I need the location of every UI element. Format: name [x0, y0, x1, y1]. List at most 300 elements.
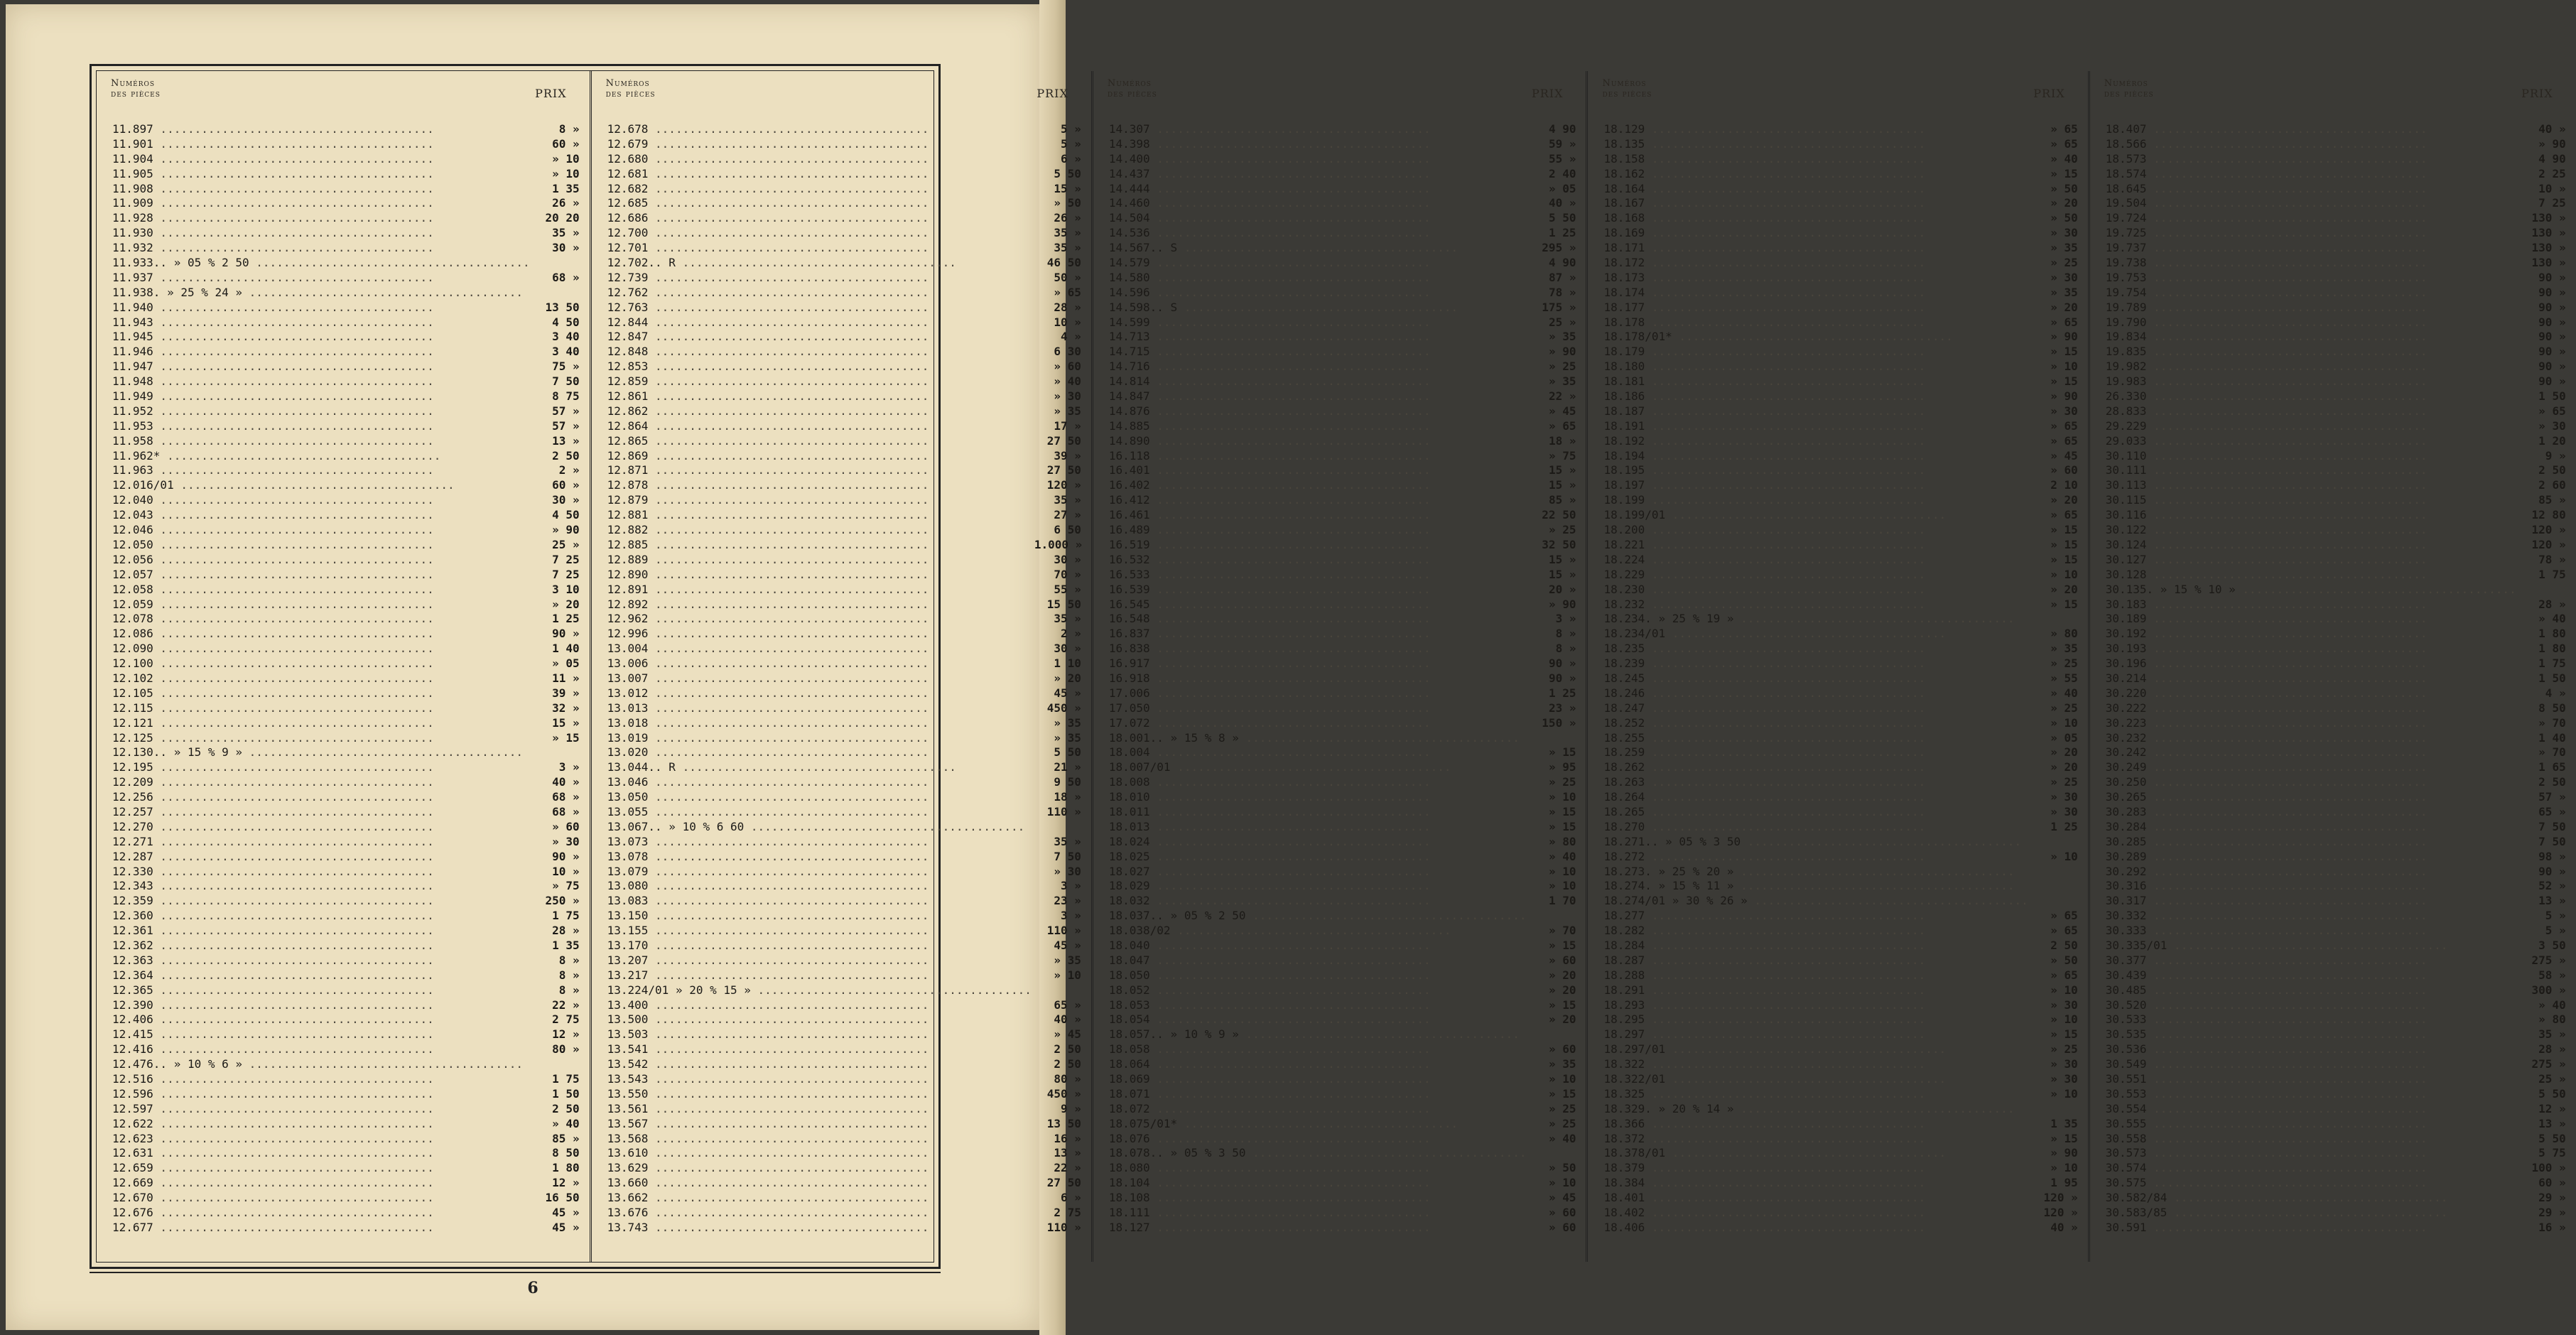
part-number: 30.135. » 15 % 10 » .....	[2106, 583, 2516, 596]
price-row	[2106, 196, 2566, 211]
price-row	[2106, 939, 2566, 953]
price-row	[112, 1206, 580, 1221]
part-number: 14.398 .....	[1109, 137, 1527, 151]
price-row	[112, 998, 580, 1013]
price-row	[1603, 1102, 2077, 1117]
part-number: 11.928 .....	[112, 211, 530, 225]
price-row	[2106, 360, 2566, 374]
part-number: 13.660 .....	[607, 1176, 1032, 1189]
part-price: 85 »	[552, 1131, 580, 1145]
part-price: 18 »	[1054, 790, 1081, 804]
part-number: 12.891 .....	[607, 583, 1032, 596]
part-price: » 45	[1054, 1027, 1081, 1042]
price-row	[2106, 226, 2566, 241]
price-row	[1603, 538, 2077, 553]
header-label-line2: des pièces	[1107, 89, 1157, 99]
price-row	[112, 226, 580, 241]
part-price: » 60	[552, 819, 580, 833]
part-price: 5 50	[2538, 1131, 2566, 1145]
price-row	[2106, 301, 2566, 315]
price-row	[1109, 360, 1576, 374]
part-price: 15 »	[1548, 567, 1576, 581]
part-price: 6 »	[1060, 1191, 1081, 1205]
part-number: 18.052 .....	[1109, 983, 1527, 997]
price-row	[1109, 419, 1576, 434]
part-price: 35 »	[1054, 226, 1081, 240]
part-price: 90 »	[2538, 300, 2566, 314]
part-number: 12.406 .....	[112, 1012, 530, 1026]
part-price: 23 »	[1054, 894, 1081, 908]
price-row	[2106, 671, 2566, 686]
price-row	[1603, 1146, 2077, 1161]
part-number: 14.885 .....	[1109, 419, 1527, 433]
part-price: 4 50	[552, 508, 580, 522]
part-number: 12.962 .....	[607, 612, 1032, 625]
price-row	[1603, 122, 2077, 137]
part-number: 18.178/01* .....	[1603, 330, 2028, 343]
header-price-label: PRIX	[535, 87, 567, 100]
price-row	[1109, 745, 1576, 760]
part-number: 12.330 .....	[112, 865, 530, 878]
part-number: 12.086 .....	[112, 627, 530, 640]
part-price: 13 50	[545, 300, 580, 314]
part-number: 18.322/01 .....	[1603, 1072, 2028, 1086]
price-row	[1603, 998, 2077, 1013]
price-row	[1603, 568, 2077, 583]
part-price: 4 90	[2538, 151, 2566, 166]
part-number: 18.264 .....	[1603, 790, 2028, 804]
price-row	[1109, 1146, 1576, 1161]
part-price: » 45	[1548, 404, 1576, 418]
part-number: 12.360 .....	[112, 909, 530, 922]
part-number: 12.659 .....	[112, 1161, 530, 1174]
part-number: 13.006 .....	[607, 656, 1032, 670]
part-price: » 40	[2050, 151, 2078, 166]
price-row	[112, 745, 580, 760]
price-row	[2106, 404, 2566, 419]
column-header	[1588, 78, 2087, 122]
part-number: 13.400 .....	[607, 998, 1032, 1012]
part-price: 120 »	[2043, 1206, 2078, 1220]
part-price: 9 »	[1060, 1101, 1081, 1115]
part-number: 18.127 .....	[1109, 1221, 1527, 1234]
part-number: 11.947 .....	[112, 360, 530, 373]
header-label-line1: Numéros	[1602, 78, 1647, 89]
part-number: 18.180 .....	[1603, 360, 2028, 373]
part-price: 6 30	[1054, 345, 1081, 359]
part-number: 13.083 .....	[607, 894, 1032, 907]
price-row	[1109, 1161, 1576, 1176]
part-number: 18.262 .....	[1603, 760, 2028, 774]
price-row	[1109, 1057, 1576, 1072]
part-price: 15 50	[1046, 597, 1081, 611]
price-row	[1603, 775, 2077, 790]
part-number: 12.516 .....	[112, 1072, 530, 1086]
price-row	[1603, 330, 2077, 345]
price-row	[112, 924, 580, 939]
price-row	[1109, 1012, 1576, 1027]
price-row	[2106, 850, 2566, 865]
part-number: 16.412 .....	[1109, 493, 1527, 507]
part-price: 98 »	[2538, 849, 2566, 863]
part-price: 25 »	[552, 537, 580, 551]
part-number: 18.032 .....	[1109, 894, 1527, 907]
price-row	[2106, 983, 2566, 998]
part-number: 12.057 .....	[112, 568, 530, 581]
part-number: 12.256 .....	[112, 790, 530, 804]
part-number: 18.366 .....	[1603, 1117, 2028, 1130]
part-number: 18.158 .....	[1603, 152, 2028, 166]
part-number: 12.040 .....	[112, 493, 530, 507]
price-row	[112, 389, 580, 404]
part-number: 18.181 .....	[1603, 374, 2028, 388]
part-price: 90 »	[1548, 656, 1576, 671]
part-price: 78 »	[2538, 552, 2566, 566]
part-price: » 30	[2050, 804, 2078, 818]
part-price: » 25	[1548, 1116, 1576, 1130]
part-number: 18.255 .....	[1603, 731, 2028, 745]
part-number: 14.460 .....	[1109, 196, 1527, 210]
part-number: 13.004 .....	[607, 642, 1032, 655]
part-number: 18.277 .....	[1603, 909, 2028, 922]
part-price: 78 »	[1548, 285, 1576, 299]
price-row	[112, 656, 580, 671]
part-price: 1.000 »	[1034, 537, 1083, 551]
price-row	[1109, 865, 1576, 880]
price-row	[1109, 1117, 1576, 1132]
price-row	[607, 167, 1081, 182]
part-price: » 20	[1548, 983, 1576, 997]
price-row	[1109, 598, 1576, 612]
price-row	[1603, 256, 2077, 271]
part-number: 12.686 .....	[607, 211, 1032, 225]
price-row	[1603, 553, 2077, 568]
part-number: 18.069 .....	[1109, 1072, 1527, 1086]
price-row	[2106, 642, 2566, 656]
price-row	[1603, 1042, 2077, 1057]
price-row	[1603, 1117, 2077, 1132]
part-number: 18.186 .....	[1603, 389, 2028, 403]
price-row	[1109, 1206, 1576, 1221]
part-price: 4 90	[1548, 122, 1576, 136]
part-number: 11.952 .....	[112, 404, 530, 418]
part-number: 13.676 .....	[607, 1206, 1032, 1219]
part-price: 17 »	[1054, 418, 1081, 433]
part-number: 18.058 .....	[1109, 1042, 1527, 1056]
part-number: 19.737 .....	[2106, 241, 2516, 254]
part-price: 15 »	[552, 715, 580, 730]
part-number: 18.027 .....	[1109, 865, 1527, 878]
price-row	[1603, 790, 2077, 805]
part-number: 18.379 .....	[1603, 1161, 2028, 1174]
part-number: 18.288 .....	[1603, 968, 2028, 982]
part-number: 12.078 .....	[112, 612, 530, 625]
header-part-numbers	[1602, 78, 1652, 99]
price-row	[1109, 775, 1576, 790]
price-row	[607, 345, 1081, 360]
part-price: 2 75	[1054, 1206, 1081, 1220]
price-row	[1109, 731, 1576, 746]
price-row	[112, 820, 580, 835]
price-row	[607, 939, 1081, 953]
part-number: 19.835 .....	[2106, 345, 2516, 358]
part-price: » 40	[1548, 849, 1576, 863]
part-price: » 40	[2538, 998, 2566, 1012]
part-price: 2 50	[2538, 463, 2566, 477]
price-row	[2106, 820, 2566, 835]
price-row	[1109, 642, 1576, 656]
price-row	[607, 1072, 1081, 1087]
part-number: 18.129 .....	[1603, 122, 2028, 136]
part-number: 18.295 .....	[1603, 1012, 2028, 1026]
part-number: 18.076 .....	[1109, 1132, 1527, 1145]
part-number: 19.834 .....	[2106, 330, 2516, 343]
part-price: 1 80	[2538, 642, 2566, 656]
part-number: 12.270 .....	[112, 820, 530, 833]
part-number: 12.287 .....	[112, 850, 530, 863]
part-number: 11.932 .....	[112, 241, 530, 254]
part-number: 12.882 .....	[607, 523, 1032, 536]
part-number: 12.680 .....	[607, 152, 1032, 166]
price-row	[1603, 434, 2077, 449]
part-price: 45 »	[552, 1206, 580, 1220]
price-row	[1603, 360, 2077, 374]
part-number: 30.128 .....	[2106, 568, 2516, 581]
part-number: 30.591 .....	[2106, 1221, 2516, 1234]
part-number: 18.246 .....	[1603, 686, 2028, 700]
part-number: 13.080 .....	[607, 879, 1032, 892]
part-number: 18.174 .....	[1603, 286, 2028, 299]
part-price: 13 50	[1046, 1116, 1081, 1130]
part-number: 14.599 .....	[1109, 315, 1527, 329]
part-price: 1 35	[552, 181, 580, 195]
part-number: 18.197 .....	[1603, 478, 2028, 492]
part-number: 30.214 .....	[2106, 671, 2516, 685]
part-number: 11.946 .....	[112, 345, 530, 358]
price-row	[1603, 211, 2077, 226]
price-row	[2106, 568, 2566, 583]
part-price: 27 50	[1046, 1176, 1081, 1190]
part-price: 8 »	[558, 122, 580, 136]
part-number: 13.743 .....	[607, 1221, 1032, 1234]
part-price: » 30	[2050, 998, 2078, 1012]
price-row	[1603, 196, 2077, 211]
part-price: » 15	[1548, 819, 1576, 833]
price-row	[607, 671, 1081, 686]
part-number: 12.105 .....	[112, 686, 530, 700]
part-price: » 90	[2050, 330, 2078, 344]
part-price: 3 50	[2538, 938, 2566, 952]
part-number: 30.196 .....	[2106, 656, 2516, 670]
header-label-line2: des pièces	[111, 89, 161, 99]
part-price: 1 25	[1548, 686, 1576, 700]
part-price: 8 »	[1555, 627, 1576, 641]
part-number: 18.200 .....	[1603, 523, 2028, 536]
price-row	[2106, 152, 2566, 167]
price-row	[607, 523, 1081, 538]
part-number: 17.072 .....	[1109, 716, 1527, 730]
part-number: 18.169 .....	[1603, 226, 2028, 239]
part-price: 26 »	[552, 196, 580, 210]
price-row	[1603, 760, 2077, 775]
price-row	[1109, 1072, 1576, 1087]
part-number: 18.071 .....	[1109, 1087, 1527, 1101]
part-number: 12.670 .....	[112, 1191, 530, 1204]
part-price: 110 »	[1046, 924, 1081, 938]
part-number: 19.789 .....	[2106, 301, 2516, 314]
part-price: » 65	[1054, 285, 1081, 299]
price-row	[1109, 879, 1576, 894]
part-number: 14.444 .....	[1109, 182, 1527, 195]
price-row	[607, 493, 1081, 508]
part-price: » 25	[2050, 1042, 2078, 1056]
part-price: 90 »	[2538, 864, 2566, 878]
part-price: 22 »	[552, 998, 580, 1012]
part-price: 1 25	[1548, 226, 1576, 240]
part-number: 18.574 .....	[2106, 167, 2516, 180]
price-row	[1109, 924, 1576, 939]
part-price: 15 »	[1548, 478, 1576, 492]
part-price: » 25	[1548, 523, 1576, 537]
price-row	[1109, 389, 1576, 404]
part-price: 8 »	[558, 968, 580, 982]
part-price: » 60	[1054, 360, 1081, 374]
price-row	[1603, 879, 2077, 894]
part-number: 18.234/01 .....	[1603, 627, 2028, 640]
part-price: 59 »	[1548, 136, 1576, 151]
part-price: 1 75	[2538, 567, 2566, 581]
price-row	[607, 627, 1081, 642]
price-row	[1109, 805, 1576, 820]
price-row	[1109, 211, 1576, 226]
price-row	[2106, 612, 2566, 627]
part-price: 8 50	[552, 1146, 580, 1160]
part-price: » 45	[2050, 448, 2078, 463]
price-row	[1603, 241, 2077, 256]
part-number: 14.536 .....	[1109, 226, 1527, 239]
part-number: 18.164 .....	[1603, 182, 2028, 195]
part-number: 18.171 .....	[1603, 241, 2028, 254]
part-price: 40 »	[1548, 196, 1576, 210]
price-row	[1109, 686, 1576, 701]
part-price: 10 »	[2538, 181, 2566, 195]
price-row	[2106, 1012, 2566, 1027]
part-price: » 20	[2050, 745, 2078, 760]
part-price: 28 »	[2538, 1042, 2566, 1056]
price-row	[2106, 167, 2566, 182]
part-number: 12.365 .....	[112, 983, 530, 997]
part-price: 5 50	[1548, 211, 1576, 225]
part-number: 12.090 .....	[112, 642, 530, 655]
price-column-1	[97, 71, 592, 1262]
part-price: 1 25	[552, 612, 580, 626]
price-row	[2106, 1102, 2566, 1117]
price-row	[1109, 478, 1576, 493]
price-row	[2106, 656, 2566, 671]
part-number: 13.224/01 » 20 % 15 » .....	[607, 983, 1032, 997]
part-number: 30.223 .....	[2106, 716, 2516, 730]
part-number: 18.274. » 15 % 11 » .....	[1603, 879, 2028, 892]
price-row	[112, 953, 580, 968]
part-price: » 30	[2050, 1072, 2078, 1086]
part-number: 13.012 .....	[607, 686, 1032, 700]
part-number: 13.568 .....	[607, 1132, 1032, 1145]
price-row	[607, 315, 1081, 330]
price-row	[112, 939, 580, 953]
part-price: » 90	[1548, 597, 1576, 611]
part-number: 18.270 .....	[1603, 820, 2028, 833]
footer-rule	[90, 1272, 941, 1273]
price-row	[112, 835, 580, 850]
price-row	[112, 286, 580, 301]
part-number: 18.284 .....	[1603, 939, 2028, 952]
part-price: 60 »	[552, 136, 580, 151]
part-price: 40 »	[2050, 1220, 2078, 1234]
price-row	[1109, 434, 1576, 449]
part-number: 12.864 .....	[607, 419, 1032, 433]
part-number: 18.407 .....	[2106, 122, 2516, 136]
part-number: 13.543 .....	[607, 1072, 1032, 1086]
part-price: 12 »	[552, 1027, 580, 1042]
part-number: 13.629 .....	[607, 1161, 1032, 1174]
part-price: » 65	[2050, 508, 2078, 522]
price-column-2	[592, 71, 1093, 1262]
part-price: » 15	[2050, 374, 2078, 389]
part-number: 18.297/01 .....	[1603, 1042, 2028, 1056]
part-number: 18.247 .....	[1603, 701, 2028, 715]
part-number: 18.325 .....	[1603, 1087, 2028, 1101]
price-row	[607, 211, 1081, 226]
part-price: 85 »	[2538, 493, 2566, 507]
part-price: 27 50	[1046, 433, 1081, 448]
part-number: 18.245 .....	[1603, 671, 2028, 685]
part-price: 110 »	[1046, 804, 1081, 818]
part-number: 19.725 .....	[2106, 226, 2516, 239]
price-row	[607, 152, 1081, 167]
part-price: » 30	[1054, 864, 1081, 878]
part-price: 120 »	[2043, 1191, 2078, 1205]
price-row	[1603, 508, 2077, 523]
part-number: 30.575 .....	[2106, 1176, 2516, 1189]
part-number: 30.113 .....	[2106, 478, 2516, 492]
price-row	[1603, 924, 2077, 939]
part-number: 11.909 .....	[112, 196, 530, 210]
price-row	[1109, 701, 1576, 716]
price-row	[607, 271, 1081, 286]
part-price: » 15	[2050, 523, 2078, 537]
header-price-label: PRIX	[2521, 87, 2553, 100]
part-number: 14.580 .....	[1109, 271, 1527, 284]
part-number: 30.242 .....	[2106, 745, 2516, 759]
part-number: 18.025 .....	[1109, 850, 1527, 863]
part-number: 18.008 .....	[1109, 775, 1527, 789]
part-number: 14.504 .....	[1109, 211, 1527, 225]
part-number: 18.401 .....	[1603, 1191, 2028, 1204]
price-row	[112, 1057, 580, 1072]
part-number: 18.406 .....	[1603, 1221, 2028, 1234]
part-number: 30.127 .....	[2106, 553, 2516, 566]
price-row	[112, 612, 580, 627]
part-number: 18.010 .....	[1109, 790, 1527, 804]
part-price: » 25	[2050, 701, 2078, 715]
part-price: 75 »	[552, 360, 580, 374]
part-number: 30.333 .....	[2106, 924, 2516, 937]
price-row	[112, 850, 580, 865]
price-row	[112, 968, 580, 983]
price-row	[1109, 301, 1576, 315]
part-price: 52 »	[2538, 879, 2566, 893]
part-price: 1 80	[2538, 627, 2566, 641]
